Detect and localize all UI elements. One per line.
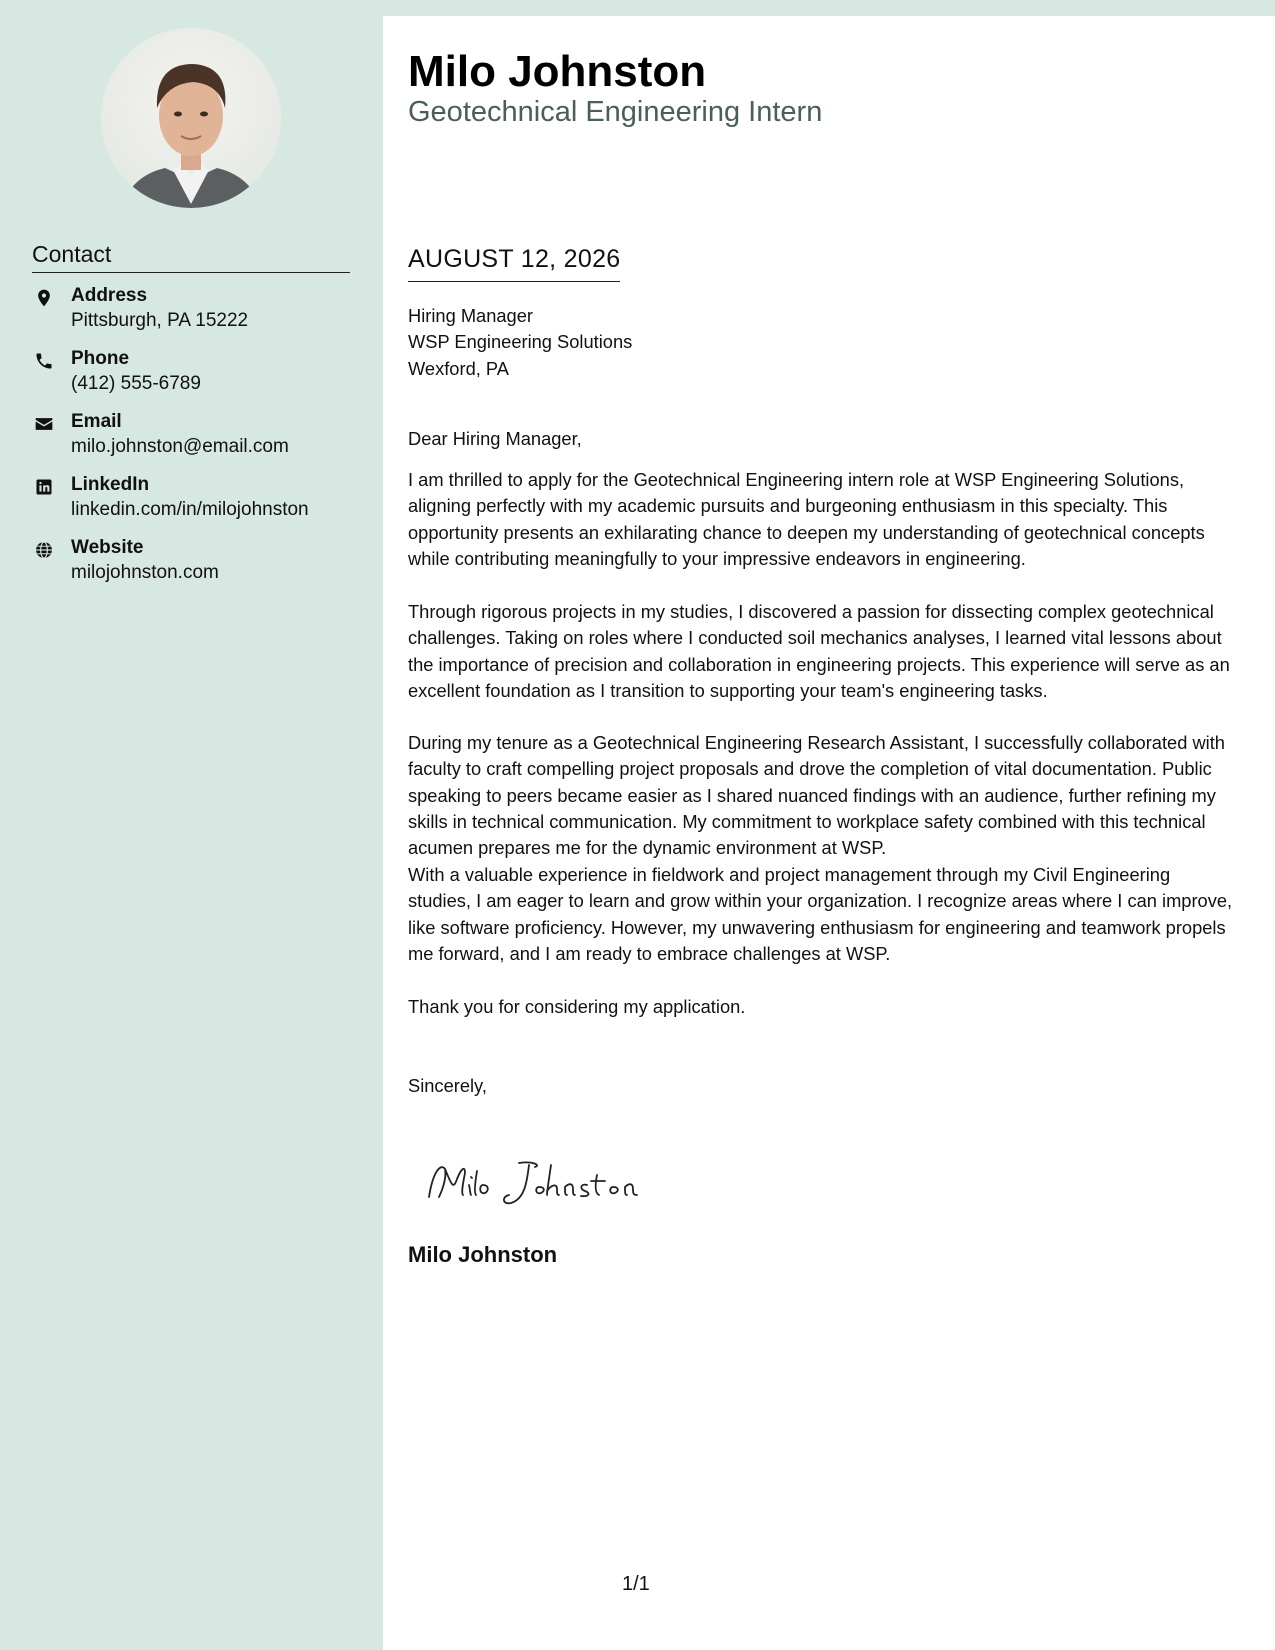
sidebar [0, 0, 383, 1650]
contact-value: linkedin.com/in/milojohnston [71, 499, 309, 520]
contact-item-email [32, 410, 362, 473]
avatar [101, 28, 281, 208]
avatar-photo-icon [101, 28, 281, 208]
globe-icon [34, 540, 54, 560]
closing: Sincerely, [408, 1075, 487, 1096]
contact-label: Email [71, 411, 122, 432]
thanks-line: Thank you for considering my application. [408, 996, 746, 1017]
contact-value: milojohnston.com [71, 562, 219, 583]
signed-name: Milo Johnston [408, 1242, 558, 1267]
handwritten-signature [423, 1151, 663, 1211]
phone-icon [34, 351, 54, 371]
contact-item-address [32, 284, 362, 347]
paragraph: With a valuable experience in fieldwork and project management through my Civil Engineering studies, I am eager to learn and grow within your organization. I recognize areas where I can improve, like software proficiency. However, my unwavering enthusiasm for engineering and teamwork propels me forward, and I am ready to embrace challenges at WSP. [408, 864, 1233, 964]
contact-label: Phone [71, 348, 130, 369]
paragraph: During my tenure as a Geotechnical Engineering Research Assistant, I successfully collaborated with faculty to craft compelling project proposals and drove the completion of vital documentation. Public speaking to peers became easier as I shared nuanced findings with an audience, further refining my skills in technical communication. My commitment to workplace safety combined with this technical acumen prepares me for the dynamic environment at WSP. [408, 732, 1225, 859]
paragraph: Through rigorous projects in my studies, I discovered a passion for dissecting complex geotechnical challenges. Taking on roles where I conducted soil mechanics analyses, I learned vital lessons about the importance of precision and collaboration in engineering projects. This experience will serve as an excellent foundation as I transition to supporting your team's engineering tasks. [408, 601, 1230, 701]
contact-item-phone [32, 347, 362, 410]
contact-list [32, 284, 362, 599]
job-title: Geotechnical Engineering Intern [408, 96, 823, 128]
linkedin-icon [34, 477, 54, 497]
contact-value: milo.johnston@email.com [71, 436, 289, 457]
recipient-line: Hiring Manager [408, 305, 533, 326]
contact-label: LinkedIn [71, 474, 150, 495]
recipient-line: Wexford, PA [408, 357, 509, 379]
contact-item-linkedin [32, 473, 362, 536]
letter-date: AUGUST 12, 2026 [408, 243, 620, 282]
contact-label: Address [71, 285, 148, 306]
recipient-block [408, 303, 1238, 382]
applicant-name: Milo Johnston [408, 47, 707, 96]
letter-body [383, 16, 1275, 1650]
map-pin-icon [34, 288, 54, 308]
paragraph: I am thrilled to apply for the Geotechnical Engineering intern role at WSP Engineering Solutions, aligning perfectly with my academic pursuits and burgeoning enthusiasm in this specialty. This opportunity presents an exhilarating chance to deepen my understanding of geotechnical concepts while contributing meaningfully to your impressive endeavors in engineering. [408, 469, 1205, 569]
envelope-icon [34, 414, 54, 434]
salutation: Dear Hiring Manager, [408, 428, 582, 449]
contact-label: Website [71, 537, 144, 558]
contact-value: (412) 555-6789 [71, 373, 201, 394]
contact-value: Pittsburgh, PA 15222 [71, 310, 249, 331]
page-number: 1/1 [622, 1573, 650, 1595]
contact-item-website [32, 536, 362, 599]
recipient-line: WSP Engineering Solutions [408, 331, 633, 353]
contact-heading: Contact [32, 240, 350, 273]
